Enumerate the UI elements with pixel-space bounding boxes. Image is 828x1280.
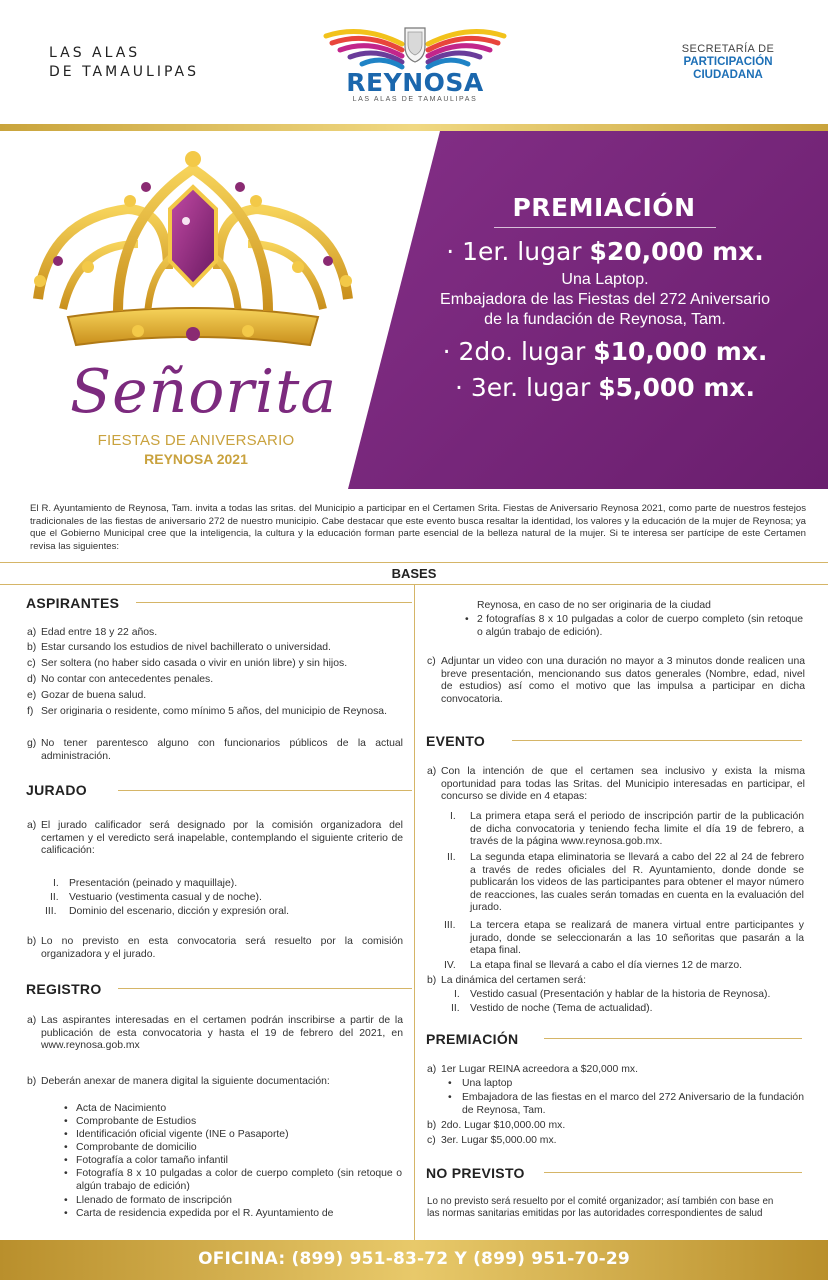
list-item-text: No contar con antecedentes penales. <box>41 674 214 685</box>
column-divider <box>414 584 415 1240</box>
section-rule <box>118 988 412 989</box>
list-item: c) Ser soltera (no haber sido casada o vivir en unión libre) y sin hijos. <box>27 658 404 671</box>
hero-script-title: Señorita <box>70 357 338 427</box>
brand-left-line1: LAS ALAS <box>49 45 141 61</box>
list-item-text: La dinámica del certamen será: <box>441 975 586 986</box>
prizes-title-rule <box>494 227 716 228</box>
list-item-text: La etapa final se llevará a cabo el día viernes 12 de marzo. <box>470 960 743 971</box>
list-item: II. Vestuario (vestimenta casual y de noche). <box>45 892 395 905</box>
prize-second-label: · 2do. lugar <box>442 337 594 366</box>
list-item-text: Estar cursando los estudios de nivel bachillerato o universidad. <box>41 642 331 653</box>
prize-first-label: · 1er. lugar <box>446 237 590 266</box>
list-item: • Embajadora de las fiestas en el marco del 272 Aniversario de la fundación de Reynosa, Tam. <box>448 1092 804 1116</box>
prize-first-sub3: de la fundación de Reynosa, Tam. <box>484 311 726 328</box>
logo-tagline: LAS ALAS DE TAMAULIPAS <box>352 96 478 103</box>
section-title-no-previsto: NO PREVISTO <box>426 1165 525 1181</box>
doc-item: • Carta de residencia expedida por el R. Ayuntamiento de <box>64 1208 404 1221</box>
doc-item-text: Fotografía a color tamaño infantil <box>76 1155 228 1166</box>
list-item-text: La segunda etapa eliminatoria se llevará a cabo del 22 al 24 de febrero a través de redes oficiales del R. Ayuntamiento, donde donde se publicarán los videos de las participantes para obtener el mayor número de reacciones, las cuales serán tomadas en cuenta en la evaluación del jurado. <box>470 852 804 914</box>
doc-item: • 2 fotografías 8 x 10 pulgadas a color de cuerpo completo (sin retoque o algún trabajo de edición). <box>465 614 803 638</box>
list-item-text: Embajadora de las fiestas en el marco del 272 Aniversario de la fundación de Reynosa, Tam. <box>462 1092 804 1116</box>
brand-left <box>49 44 199 82</box>
section-rule <box>512 740 802 741</box>
prize-third <box>400 373 810 402</box>
brand-right-line2: PARTICIPACIÓN <box>683 56 773 68</box>
list-item: b) 2do. Lugar $10,000.00 mx. <box>427 1120 805 1133</box>
list-item: b) Lo no previsto en esta convocatoria será resuelto por la comisión organizadora y el jurado. <box>27 936 403 960</box>
list-item-text: Deberán anexar de manera digital la siguiente documentación: <box>41 1076 330 1087</box>
list-item: b) Deberán anexar de manera digital la siguiente documentación: <box>27 1076 404 1089</box>
list-item-text: Presentación (peinado y maquillaje). <box>69 878 238 889</box>
bases-top-rule <box>0 562 828 563</box>
brand-right-line3: CIUDADANA <box>693 69 763 81</box>
list-item-text: Una laptop <box>462 1078 513 1089</box>
list-item: II. La segunda etapa eliminatoria se llevará a cabo del 22 al 24 de febrero a través de redes oficiales del R. Ayuntamiento, donde donde se publicarán los videos de las participantes para obtener el mayor número de reacciones, las cuales serán tomadas en cuenta en la evaluación del jurado. <box>447 852 804 914</box>
section-title-premiacion: PREMIACIÓN <box>426 1031 519 1047</box>
prize-second-amount: $10,000 mx. <box>593 337 768 366</box>
list-item: d) No contar con antecedentes penales. <box>27 674 404 687</box>
list-item: I. Vestido casual (Presentación y hablar de la historia de Reynosa). <box>440 989 805 1002</box>
list-item: a) 1er Lugar REINA acreedora a $20,000 mx. <box>427 1064 805 1077</box>
bases-title: BASES <box>391 566 437 581</box>
list-item-text: Gozar de buena salud. <box>41 690 147 701</box>
prize-first-sub2: Embajadora de las Fiestas del 272 Aniversario <box>440 291 770 308</box>
footer-phone: OFICINA: (899) 951-83-72 Y (899) 951-70-29 <box>198 1249 630 1269</box>
doc-item-text: Acta de Nacimiento <box>76 1103 167 1114</box>
hero-banner <box>0 131 828 489</box>
header <box>0 0 828 124</box>
list-item-text: No tener parentesco alguno con funcionarios públicos de la actual administración. <box>41 738 403 762</box>
brand-right-line1: SECRETARÍA DE <box>681 43 775 55</box>
list-item-text: Edad entre 18 y 22 años. <box>41 627 158 638</box>
prizes-title: PREMIACIÓN <box>512 193 696 222</box>
list-item: II. Vestido de noche (Tema de actualidad). <box>440 1003 805 1016</box>
list-item-text: Vestido de noche (Tema de actualidad). <box>470 1003 653 1014</box>
list-item: f) Ser originaria o residente, como mínimo 5 años, del municipio de Reynosa. <box>27 706 404 732</box>
section-rule <box>544 1038 802 1039</box>
brand-left-line2: DE TAMAULIPAS <box>49 64 199 80</box>
section-title-registro: REGISTRO <box>26 981 102 997</box>
list-item: I. Presentación (peinado y maquillaje). <box>45 878 395 891</box>
list-item: b) La dinámica del certamen será: <box>427 975 805 988</box>
prize-third-amount: $5,000 mx. <box>598 373 756 402</box>
list-item: a) Las aspirantes interesadas en el certamen podrán inscribirse a partir de la publicación de esta convocatoria y hasta el 19 de febrero del 2021, en www.reynosa.gob.mx <box>27 1015 403 1052</box>
doc-item: • Identificación oficial vigente (INE o Pasaporte) <box>64 1129 404 1142</box>
no-previsto-text: Lo no previsto será resuelto por el comité organizador; así también con base en las normas sanitarias emitidas por las autoridades correspondientes de salud <box>427 1196 774 1219</box>
doc-item: • Comprobante de domicilio <box>64 1142 404 1155</box>
doc-item-text: 2 fotografías 8 x 10 pulgadas a color de cuerpo completo (sin retoque o algún trabajo de edición). <box>477 614 803 638</box>
list-item-text: Adjuntar un video con una duración no mayor a 3 minutos donde realicen una breve presentación, mencionando sus datos generales (Nombre, edad, nivel de estudios) así como el motivo que las impulsa a participar en dicha convocatoria. <box>441 656 805 705</box>
list-item-text: Dominio del escenario, dicción y expresión oral. <box>69 906 290 917</box>
brand-right <box>672 43 784 82</box>
doc-item: • Fotografía a color tamaño infantil <box>64 1155 404 1168</box>
doc-item: • Comprobante de Estudios <box>64 1116 404 1129</box>
hero-subtitle-year: REYNOSA 2021 <box>144 451 248 467</box>
list-item: e) Gozar de buena salud. <box>27 690 404 703</box>
list-item: b) Estar cursando los estudios de nivel bachillerato o universidad. <box>27 642 404 655</box>
list-item-text: Con la intención de que el certamen sea inclusivo y exista la misma oportunidad para todas las Sritas. del Municipio interesadas en participar, el concurso se divide en 4 etapas: <box>441 766 805 803</box>
list-item: a) Edad entre 18 y 22 años. <box>27 627 404 640</box>
list-item: • Una laptop <box>448 1078 805 1091</box>
list-item-text: Ser originaria o residente, como mínimo 5 años, del municipio de Reynosa. <box>41 706 387 717</box>
list-item: III. La tercera etapa se realizará de manera virtual entre participantes y jurado, donde se seleccionarán a las 10 señoritas que pasarán a la etapa final. <box>444 920 804 957</box>
prize-second <box>400 337 810 366</box>
list-item: a) Con la intención de que el certamen sea inclusivo y exista la misma oportunidad para todas las Sritas. del Municipio interesadas en participar, el concurso se divide en 4 etapas: <box>427 766 805 803</box>
list-item-text: Vestuario (vestimenta casual y de noche). <box>69 892 262 903</box>
section-rule <box>136 602 412 603</box>
doc-item-text: Llenado de formato de inscripción <box>76 1195 232 1206</box>
prize-first-amount: $20,000 mx. <box>589 237 764 266</box>
list-item-text: La tercera etapa se realizará de manera virtual entre participantes y jurado, donde se seleccionarán a las 10 señoritas que pasarán a la etapa final. <box>470 920 804 957</box>
prize-third-label: · 3er. lugar <box>454 373 599 402</box>
hero-subtitle: FIESTAS DE ANIVERSARIO <box>97 432 295 449</box>
list-item: g) No tener parentesco alguno con funcionarios públicos de la actual administración. <box>27 738 403 762</box>
logo-name: REYNOSA <box>346 68 484 97</box>
section-title-jurado: JURADO <box>26 782 87 798</box>
section-rule <box>544 1172 802 1173</box>
footer-bar <box>0 1240 828 1280</box>
doc-item-text: Carta de residencia expedida por el R. Ayuntamiento de <box>76 1208 334 1219</box>
list-item-text: 3er. Lugar $5,000.00 mx. <box>441 1135 557 1146</box>
list-item: c) 3er. Lugar $5,000.00 mx. <box>427 1135 805 1148</box>
list-item-text: Lo no previsto en esta convocatoria será resuelto por la comisión organizadora y el jurado. <box>41 936 403 960</box>
list-item-text: Las aspirantes interesadas en el certamen podrán inscribirse a partir de la publicación de esta convocatoria y hasta el 19 de febrero del 2021, en www.reynosa.gob.mx <box>41 1015 403 1052</box>
intro-paragraph: El R. Ayuntamiento de Reynosa, Tam. invita a todas las sritas. del Municipio a participar en el Certamen Srita. Fiestas de Aniversario Reynosa 2021, como parte de nuestros festejos tradicionales de las fiestas de aniversario 272 de nuestro municipio. Cabe destacar que este evento busca resaltar la identidad, los valores y la educación de la mujer de Reynosa; ya que el Gobierno Municipal cree que la inteligencia, la cultura y la educación forman parte esencial de la belleza natural de la mujer. Si te interesa ser partícipe de este Certamen revisa las siguientes: <box>30 503 806 552</box>
doc-item-text: Comprobante de domicilio <box>76 1142 197 1153</box>
list-item: I. La primera etapa será el periodo de inscripción partir de la publicación de dicha convocatoria y teniendo fecha limite el día 19 de febrero, a través de la página www.reynosa.gob.mx. <box>450 811 804 848</box>
list-item-text: El jurado calificador será designado por la comisión organizadora del certamen y el veredicto será inapelable, contemplando el siguiente criterio de calificación: <box>41 820 403 857</box>
list-item: IV. La etapa final se llevará a cabo el día viernes 12 de marzo. <box>440 960 805 973</box>
doc-item-text: Fotografía 8 x 10 pulgadas a color de cuerpo completo (sin retoque o algún trabajo de edición) <box>76 1168 402 1192</box>
list-item-text: Vestido casual (Presentación y hablar de la historia de Reynosa). <box>470 989 771 1000</box>
list-item: III. Dominio del escenario, dicción y expresión oral. <box>45 906 395 919</box>
section-title-evento: EVENTO <box>426 733 486 749</box>
doc-item: • Fotografía 8 x 10 pulgadas a color de cuerpo completo (sin retoque o algún trabajo de edición) <box>64 1168 402 1192</box>
doc-item: • Llenado de formato de inscripción <box>64 1195 404 1208</box>
reynosa-logo <box>322 22 508 104</box>
gold-divider <box>0 124 828 131</box>
doc-item-text: Identificación oficial vigente (INE o Pasaporte) <box>76 1129 289 1140</box>
wings-icon <box>322 22 508 72</box>
doc-item: • Acta de Nacimiento <box>64 1103 404 1116</box>
doc-item-text: Comprobante de Estudios <box>76 1116 197 1127</box>
section-title-aspirantes: ASPIRANTES <box>26 595 120 611</box>
crown-icon <box>18 149 368 359</box>
doc-item-continuation: Reynosa, en caso de no ser originaria de la ciudad <box>477 600 711 611</box>
list-item-text: 2do. Lugar $10,000.00 mx. <box>441 1120 566 1131</box>
list-item-text: La primera etapa será el periodo de inscripción partir de la publicación de dicha convocatoria y teniendo fecha limite el día 19 de febrero, a través de la página www.reynosa.gob.mx. <box>470 811 804 848</box>
list-item-text: 1er Lugar REINA acreedora a $20,000 mx. <box>441 1064 638 1075</box>
prize-first <box>400 237 810 266</box>
section-rule <box>118 790 412 791</box>
list-item: c) Adjuntar un video con una duración no mayor a 3 minutos donde realicen una breve presentación, mencionando sus datos generales (Nombre, edad, nivel de estudios) así como el motivo que las impulsa a participar en dicha convocatoria. <box>427 656 805 705</box>
list-item-text: Ser soltera (no haber sido casada o vivir en unión libre) y sin hijos. <box>41 658 348 669</box>
prize-first-sub1: Una Laptop. <box>561 271 649 288</box>
list-item: a) El jurado calificador será designado por la comisión organizadora del certamen y el veredicto será inapelable, contemplando el siguiente criterio de calificación: <box>27 820 403 857</box>
